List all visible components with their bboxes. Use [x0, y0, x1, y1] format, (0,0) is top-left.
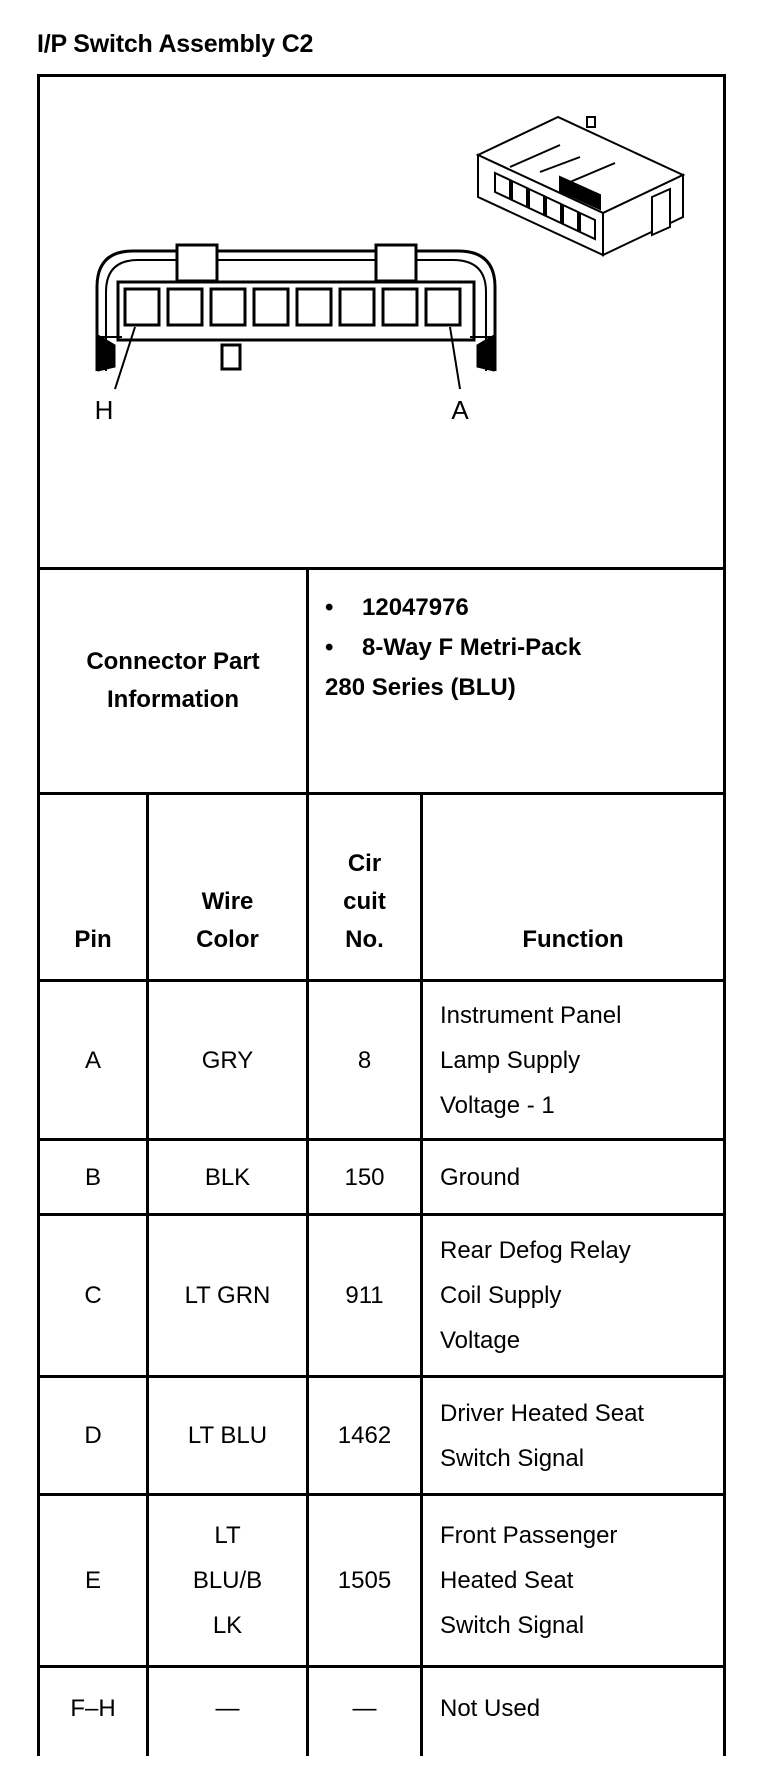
- circuit-cell: 1462: [337, 1422, 392, 1449]
- function-cell: Rear Defog Relay Coil Supply Voltage: [440, 1237, 631, 1354]
- circuit-cell: 150: [344, 1163, 385, 1191]
- wire-color-cell: LT BLU: [187, 1422, 268, 1449]
- connector-part-info: • 12047976 • 8-Way F Metri-Pack 280 Series (BLU): [325, 588, 581, 708]
- wire-color-cell: LT BLU/B LK: [192, 1522, 263, 1639]
- connector-diagram: [40, 77, 723, 567]
- connector-label-line: Information: [106, 686, 239, 713]
- wire-color-cell: LT GRN: [184, 1282, 271, 1309]
- pin-cell: A: [84, 1046, 101, 1074]
- header-function: Function: [522, 926, 624, 953]
- wire-color-cell: GRY: [201, 1046, 254, 1074]
- connector-description: 8-Way F Metri-Pack: [362, 634, 582, 661]
- pin-label-left: H: [94, 395, 114, 425]
- header-wire-color: Wire Color: [196, 888, 259, 953]
- connector-label-line: Connector Part: [86, 648, 260, 675]
- circuit-cell: 911: [345, 1282, 384, 1309]
- function-cell: Ground: [440, 1163, 521, 1191]
- wire-color-cell: BLK: [204, 1163, 251, 1191]
- part-number: 12047976: [362, 594, 469, 621]
- pin-cell: D: [84, 1422, 102, 1449]
- wire-color-cell: —: [215, 1694, 240, 1722]
- pin-label-right: A: [451, 395, 469, 425]
- pin-cell: C: [84, 1282, 102, 1309]
- circuit-cell: 8: [357, 1046, 372, 1074]
- pin-cell: B: [84, 1163, 101, 1191]
- function-cell: Driver Heated Seat Switch Signal: [440, 1399, 645, 1472]
- header-circuit-no: Cir cuit No.: [343, 850, 386, 953]
- page-title: I/P Switch Assembly C2: [37, 30, 314, 58]
- circuit-cell: —: [352, 1694, 377, 1722]
- connector-part-label: [40, 570, 306, 792]
- connector-isometric-icon: [478, 117, 683, 255]
- function-cell: Front Passenger Heated Seat Switch Signal: [440, 1522, 618, 1639]
- function-cell: Instrument Panel Lamp Supply Voltage - 1: [440, 1001, 622, 1119]
- connector-description: 280 Series (BLU): [325, 674, 516, 701]
- pin-cell: E: [84, 1567, 101, 1594]
- header-pin: Pin: [74, 926, 112, 953]
- pin-cell: F–H: [70, 1694, 116, 1722]
- connector-face-icon: [97, 245, 495, 389]
- circuit-cell: 1505: [337, 1567, 392, 1594]
- function-cell: Not Used: [440, 1694, 541, 1722]
